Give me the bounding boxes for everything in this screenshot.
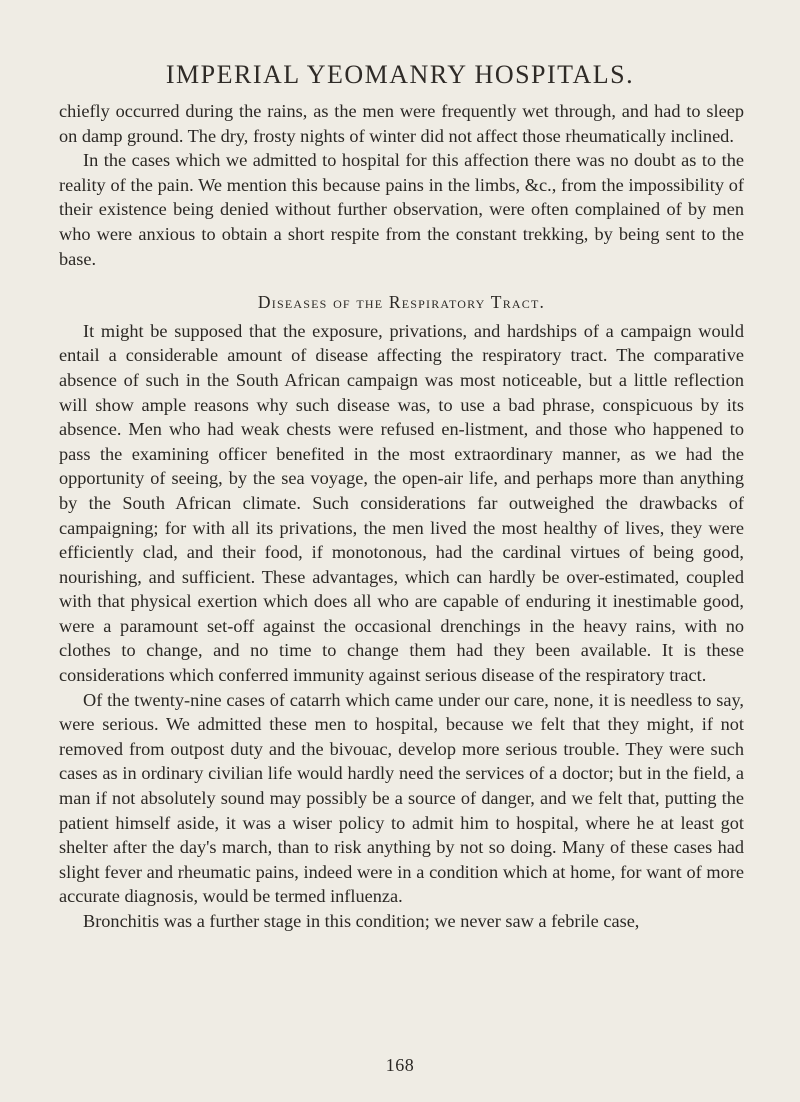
section-heading: Diseases of the Respiratory Tract.	[257, 292, 546, 313]
paragraph: In the cases which we admitted to hospital for this affection there was no doubt as to the reality of the pain. We mention this because pains in the limbs, &c., from the impossibility of their existence being denied without further observation, were often complained of by men who were anxious to obtain a short respite from the constant trekking, by being sent to the base.	[59, 150, 744, 269]
page-number: 168	[385, 1055, 415, 1075]
paragraph: Bronchitis was a further stage in this condition; we never saw a febrile case,	[83, 911, 640, 931]
paragraph: chiefly occurred during the rains, as the men were frequently wet through, and had to sleep on damp ground. The dry, frosty nights of winter did not affect those rheumatically inclined.	[59, 101, 744, 146]
paragraph: Of the twenty-nine cases of catarrh which came under our care, none, it is needless to say, were serious. We admitted these men to hospital, because we felt that they might, if not removed from outpost duty and the bivouac, develop more serious trouble. They were such cases as in ordinary civilian life would hardly need the services of a doctor; but in the field, a man if not absolutely sound may possibly be a source of danger, and we felt that, putting the patient himself aside, it was a wiser policy to admit him to hospital, where he at least got shelter after the day's march, than to risk anything by not so doing. Many of these cases had slight fever and rheumatic pains, indeed were in a condition which at home, for want of more accurate diagnosis, would be termed influenza.	[59, 689, 744, 907]
paragraph: It might be supposed that the exposure, privations, and hardships of a campaign would entail a considerable amount of disease affecting the respiratory tract. The comparative absence of such in the South African campaign was most noticeable, but a little reflection will show ample reasons why such disease was, to use a bad phrase, conspicuous by its absence. Men who had weak chests were refused en-listment, and those who happened to pass the examining officer benefited in the most extraordinary manner, as we had the opportunity of seeing, by the sea voyage, the open-air life, and perhaps more than anything by the South African climate. Such considerations far outweighed the drawbacks of campaigning; for with all its privations, the men lived the most healthy of lives, they were efficiently clad, and their food, if monotonous, had the cardinal virtues of being good, nourishing, and sufficient. These advantages, which can hardly be over-estimated, coupled with that physical exertion which does all who are capable of enduring it inestimable good, were a paramount set-off against the occasional drenchings in the heavy rains, with no clothes to change, and no time to change them had they been available. It is these considerations which conferred immunity against serious disease of the respiratory tract.	[59, 320, 744, 686]
body-text	[59, 99, 744, 934]
running-head: IMPERIAL YEOMANRY HOSPITALS.	[165, 60, 635, 89]
